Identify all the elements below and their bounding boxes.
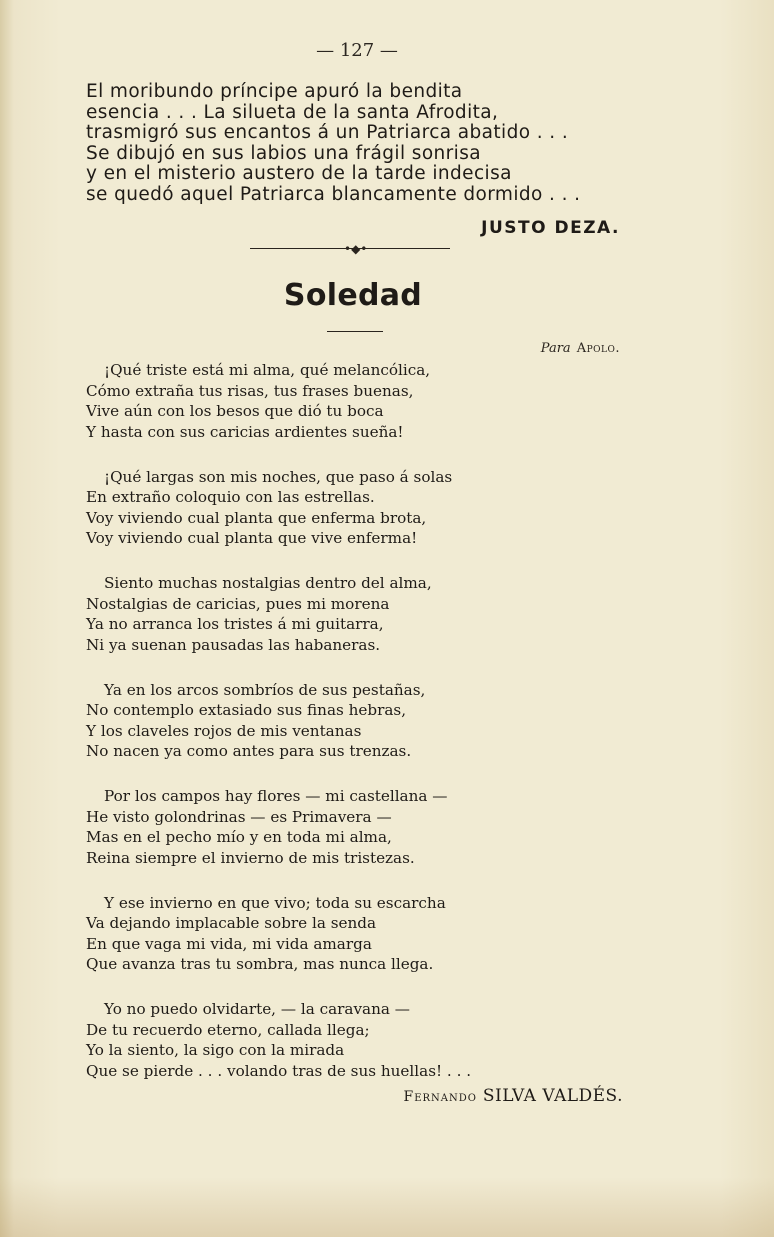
verse-line: En extraño coloquio con las estrellas. (86, 488, 375, 506)
prose-line: y en el misterio austero de la tarde indecisa (86, 163, 512, 184)
poem-author-first-name: Fernando (403, 1089, 477, 1105)
prose-author: JUSTO DEZA. (481, 218, 620, 238)
stanza (86, 999, 546, 1081)
poem-author-last-name: SILVA VALDÉS. (482, 1086, 623, 1106)
verse-line: No nacen ya como antes para sus trenzas. (86, 742, 412, 760)
dedication-name: Apolo. (576, 341, 620, 356)
verse-line: Ya no arranca los tristes á mi guitarra, (86, 615, 384, 633)
poem-body (86, 360, 546, 1106)
verse-line: Y los claveles rojos de mis ventanas (86, 721, 362, 740)
verse-line: Ya en los arcos sombríos de sus pestañas, (104, 680, 426, 699)
prose-line: esencia . . . La silueta de la santa Afrodita, (86, 101, 499, 123)
verse-line: Yo no puedo olvidarte, — la caravana — (104, 1000, 410, 1018)
prose-line: trasmigró sus encantos á un Patriarca abatido . . . (86, 122, 569, 143)
prose-passage (86, 82, 646, 205)
stanza (86, 360, 546, 442)
verse-line: Mas en el pecho mío y en toda mi alma, (86, 828, 392, 846)
page-number: — 127 — (316, 40, 398, 61)
verse-line: De tu recuerdo eterno, callada llega; (86, 1020, 370, 1039)
verse-line: Que avanza tras tu sombra, mas nunca llega. (86, 955, 434, 973)
verse-line: Nostalgias de caricias, pues mi morena (86, 594, 390, 613)
verse-line: Yo la siento, la sigo con la mirada (86, 1041, 345, 1059)
stanza (86, 680, 546, 762)
dedication-prefix: Para (540, 341, 571, 356)
verse-line: He visto golondrinas — es Primavera — (86, 807, 392, 826)
prose-line: Se dibujó en sus labios una frágil sonrisa (86, 142, 481, 164)
poem-dedication (541, 341, 620, 356)
verse-line: Cómo extraña tus risas, tus frases buenas, (86, 381, 414, 400)
verse-line: Que se pierde . . . volando tras de sus huellas! . . . (86, 1061, 472, 1080)
verse-line: Y ese invierno en que vivo; toda su escarcha (104, 893, 446, 912)
prose-line: El moribundo príncipe apuró la bendita (86, 81, 463, 102)
verse-line: Ni ya suenan pausadas las habaneras. (86, 635, 381, 654)
verse-line: ¡Qué triste está mi alma, qué melancólica, (104, 361, 431, 379)
stanza (86, 786, 546, 868)
stanza (86, 467, 546, 549)
verse-line: Por los campos hay flores — mi castellana — (104, 787, 448, 805)
title-rule (327, 331, 383, 332)
stanza (86, 893, 546, 975)
verse-line: En que vaga mi vida, mi vida amarga (86, 934, 372, 953)
prose-line: se quedó aquel Patriarca blancamente dormido . . . (86, 183, 581, 205)
verse-line: Voy viviendo cual planta que vive enferma! (86, 529, 418, 547)
verse-line: No contemplo extasiado sus finas hebras, (86, 701, 407, 719)
verse-line: Va dejando implacable sobre la senda (86, 914, 377, 932)
verse-line: Y hasta con sus caricias ardientes sueña! (86, 422, 404, 441)
page-bottom-edge (0, 1177, 774, 1237)
poem-title: Soledad (283, 278, 423, 313)
stanza (86, 573, 546, 655)
verse-line: ¡Qué largas son mis noches, que paso á solas (104, 467, 453, 486)
poem-author (404, 1086, 624, 1106)
verse-line: Voy viviendo cual planta que enferma brota, (86, 508, 427, 527)
divider-ornament-icon: •◆• (344, 242, 368, 256)
verse-line: Vive aún con los besos que dió tu boca (86, 402, 384, 420)
verse-line: Reina siempre el invierno de mis tristezas. (86, 848, 415, 867)
verse-line: Siento muchas nostalgias dentro del alma, (104, 574, 432, 592)
